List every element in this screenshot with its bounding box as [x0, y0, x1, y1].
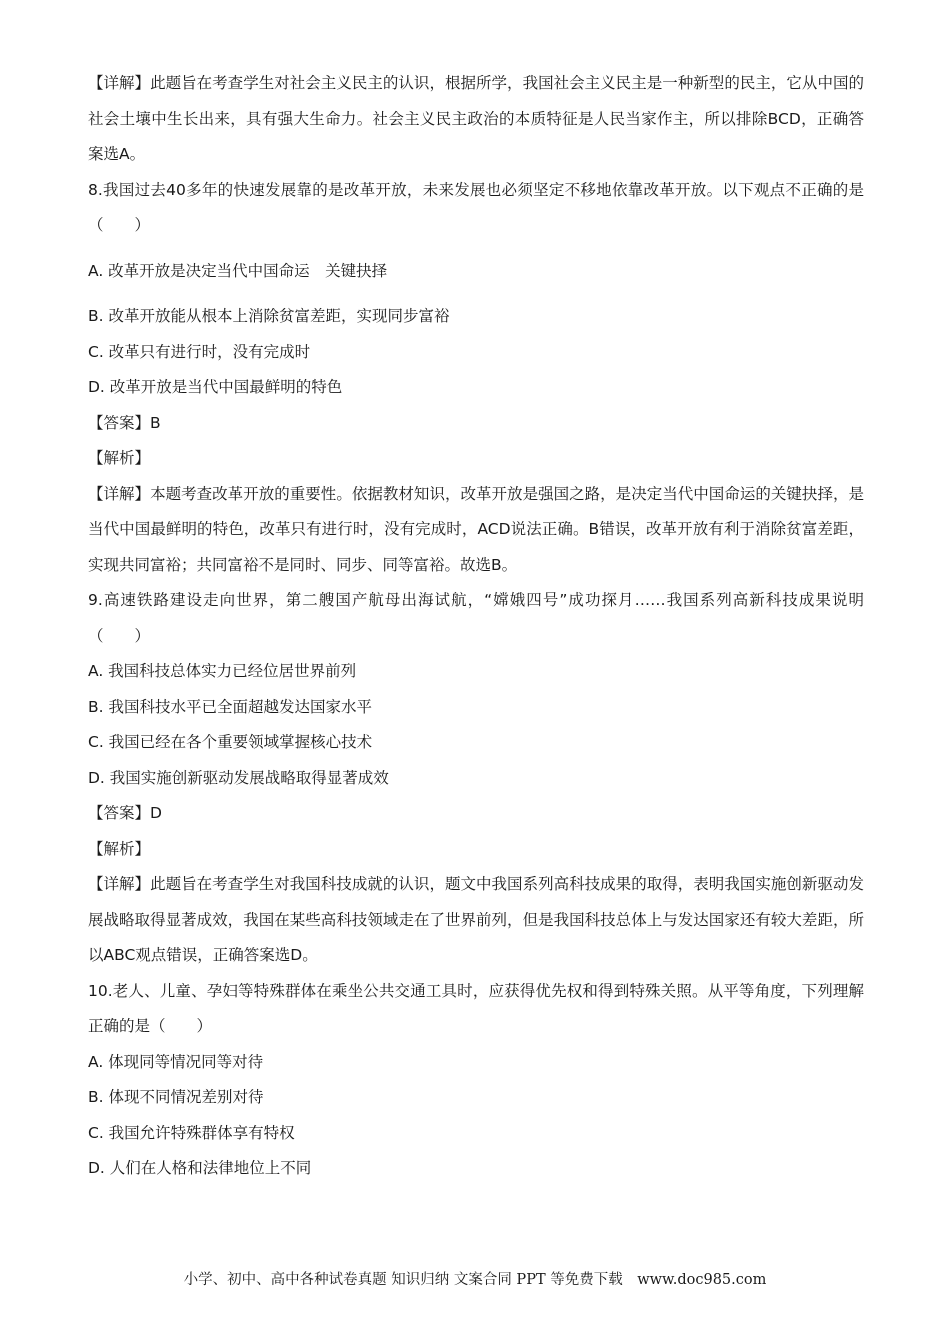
q10-option-d: D. 人们在人格和法律地位上不同: [88, 1159, 312, 1177]
q9-option-c: C. 我国已经在各个重要领域掌握核心技术: [88, 733, 373, 751]
q8-answer: 【答案】B: [88, 413, 161, 432]
document-page: [88, 66, 864, 1187]
q9-option-a: A. 我国科技总体实力已经位居世界前列: [88, 662, 357, 680]
q9-answer: 【答案】D: [88, 804, 162, 822]
q8-option-d: D. 改革开放是当代中国最鲜明的特色: [88, 378, 343, 396]
q8-option-c: C. 改革只有进行时，没有完成时: [88, 342, 311, 361]
q8-option-b: B. 改革开放能从根本上消除贫富差距，实现同步富裕: [88, 307, 450, 325]
q9-option-b: B. 我国科技水平已全面超越发达国家水平: [88, 697, 372, 716]
q7-detail: 【详解】此题旨在考查学生对社会主义民主的认识，根据所学，我国社会主义民主是一种新型的民主，它从中国的社会土壤中生长出来，具有强大生命力。社会主义民主政治的本质特征是人民当家作主，所以排除BCD，正确答案选A。: [88, 74, 864, 163]
q10-option-b: B. 体现不同情况差别对待: [88, 1088, 264, 1106]
q9-option-d: D. 我国实施创新驱动发展战略取得显著成效: [88, 768, 389, 787]
q9-stem: 9.高速铁路建设走向世界，第二艘国产航母出海试航，“嫦娥四号”成功探月……我国系列高新科技成果说明（ ）: [88, 591, 864, 645]
q8-stem: 8.我国过去40多年的快速发展靠的是改革开放，未来发展也必须坚定不移地依靠改革开放。以下观点不正确的是（ ）: [88, 180, 864, 234]
q10-option-c: C. 我国允许特殊群体享有特权: [88, 1123, 295, 1142]
page-footer: 小学、初中、高中各种试卷真题 知识归纳 文案合同 PPT 等免费下载 www.doc985.com: [183, 1272, 767, 1288]
q8-detail: 【详解】本题考查改革开放的重要性。依据教材知识，改革开放是强国之路，是决定当代中国命运的关键抉择，是当代中国最鲜明的特色，改革只有进行时，没有完成时，ACD说法正确。B错误，改革开放有利于消除贫富差距，实现共同富裕；共同富裕不是同时、同步、同等富裕。故选B。: [88, 484, 864, 574]
q8-option-a: A. 改革开放是决定当代中国命运 关键抉择: [88, 261, 388, 280]
q10-option-a: A. 体现同等情况同等对待: [88, 1052, 264, 1071]
q10-stem: 10.老人、儿童、孕妇等特殊群体在乘坐公共交通工具时，应获得优先权和得到特殊关照。从平等角度，下列理解正确的是（ ）: [88, 981, 864, 1035]
q9-detail: 【详解】此题旨在考查学生对我国科技成就的认识，题文中我国系列高科技成果的取得，表明我国实施创新驱动发展战略取得显著成效，我国在某些高科技领域走在了世界前列，但是我国科技总体上与发达国家还有较大差距，所以ABC观点错误，正确答案选D。: [88, 875, 864, 964]
q9-analysis-label: 【解析】: [88, 839, 151, 858]
q8-analysis-label: 【解析】: [88, 449, 151, 467]
